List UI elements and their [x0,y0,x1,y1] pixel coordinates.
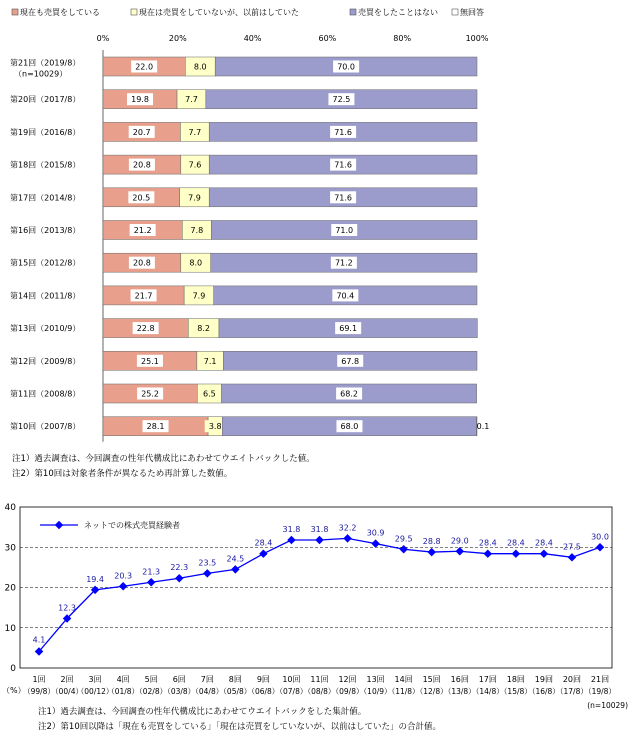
point-value-label: 21.3 [142,567,161,577]
x-date-label: （00/12） [76,687,114,696]
x-round-label: 11回 [310,675,329,684]
category-label: 第20回（2017/8） [10,95,81,105]
data-point [175,574,183,582]
data-label: 70.4 [336,291,355,301]
x-round-label: 17回 [478,675,497,684]
point-value-label: 28.4 [534,538,553,548]
x-round-label: 20回 [562,675,582,684]
category-label: 第21回（2019/8） [10,58,81,68]
data-label: 7.7 [185,95,198,105]
x-date-label: （01/8） [107,687,140,696]
x-date-label: （17/8） [556,687,588,696]
axis-tick-label: 60% [318,34,337,43]
legend-swatch-1 [131,9,137,15]
data-label: 20.8 [132,160,151,170]
data-label: 7.6 [188,160,202,170]
x-round-label: 5回 [144,675,158,684]
x-round-label: 15回 [422,675,441,684]
data-label: 8.0 [193,62,207,72]
data-label: 71.6 [334,160,353,170]
x-date-label: （15/8） [499,687,532,696]
x-date-label: （13/8） [443,687,476,696]
data-point [540,549,548,557]
data-point [203,569,211,577]
data-label: 71.2 [334,258,353,268]
data-label: 71.6 [334,193,353,203]
axis-tick-label: 0% [96,34,110,43]
x-round-label: 7回 [200,675,214,684]
data-label: 20.5 [132,193,151,203]
x-round-label: 2回 [60,675,74,684]
category-label: 第11回（2008/8） [10,389,81,399]
x-round-label: 9回 [256,675,270,684]
legend-swatch-0 [12,9,18,15]
x-date-label: （04/8） [191,687,224,696]
y-tick-label: 20 [4,583,16,594]
data-label: 7.1 [203,356,217,366]
axis-tick-label: 20% [168,34,187,43]
data-point [399,545,407,553]
data-label: 3.8 [208,422,222,432]
data-label: 6.5 [203,389,216,399]
line-legend-marker [55,521,63,529]
data-label: 25.2 [141,389,160,399]
data-point [456,547,464,555]
x-round-label: 18回 [506,675,525,684]
data-point [568,553,576,561]
data-label: 68.0 [340,422,359,432]
data-point [119,582,127,590]
point-value-label: 24.5 [226,554,245,564]
axis-tick-label: 80% [393,34,412,43]
x-round-label: 6回 [172,675,186,684]
legend-swatch-2 [350,9,356,15]
data-label: 7.7 [188,127,202,137]
data-label: 25.1 [141,356,159,366]
bar-note-2: 注2）第10回は対象者条件が異なるため再計算した数値。 [12,469,233,479]
data-label: 69.1 [339,324,358,334]
data-label: 7.9 [192,291,206,301]
data-point [287,536,295,544]
x-date-label: （07/8） [275,687,308,696]
legend-label-2: 売買をしたことはない [358,8,438,17]
data-label: 8.0 [189,258,203,268]
data-label: 71.6 [334,127,353,137]
data-label: 7.9 [188,193,201,203]
x-round-label: 8回 [228,675,242,684]
point-value-label: 28.4 [254,538,273,548]
x-round-label: 21回 [590,675,610,684]
point-value-label: 28.4 [478,538,497,548]
x-date-label: （19/8） [584,687,616,696]
data-label: 71.0 [335,226,354,235]
category-label: 第17回（2014/8） [10,193,81,203]
data-label: 72.5 [332,95,351,105]
bar-note-1: 注1）過去調査は、今回調査の性年代構成比にあわせてウエイトバックした値。 [12,454,315,464]
x-round-label: 19回 [534,675,553,684]
y-tick-label: 10 [4,623,16,634]
point-value-label: 30.9 [366,528,385,538]
line-chart [2,503,628,710]
legend-swatch-3 [452,9,458,15]
x-round-label: 1回 [32,675,46,684]
y-tick-label: 40 [4,503,16,513]
point-value-label: 27.5 [563,542,581,552]
category-label: 第10回（2007/8） [10,422,81,432]
data-label: 20.7 [132,127,151,137]
category-label: 第12回（2009/8） [10,356,81,366]
x-round-label: 4回 [116,675,130,684]
x-round-label: 12回 [338,675,357,684]
line-legend-label: ネットでの株式売買経験者 [84,521,180,530]
data-label: 20.8 [132,258,151,268]
point-value-label: 29.5 [394,534,413,544]
point-value-label: 4.1 [32,635,46,645]
x-round-label: 13回 [366,675,385,684]
x-round-label: 16回 [450,675,469,684]
x-date-label: （10/9） [359,687,392,696]
legend-label-3: 無回答 [460,8,484,17]
data-point [427,548,435,556]
data-label: 22.0 [135,62,154,72]
x-date-label: （14/8） [471,687,504,696]
bar-legend [12,7,484,17]
data-point [343,534,351,542]
category-label: 第19回（2016/8） [10,127,81,137]
data-label: 19.8 [131,95,149,105]
x-date-label: （99/8） [23,687,55,696]
data-label: 21.2 [133,226,152,235]
data-label: 7.8 [190,226,204,235]
x-date-label: （06/8） [247,687,280,696]
data-point [512,549,520,557]
data-point [315,536,323,544]
category-label: 第14回（2011/8） [10,291,81,301]
data-point [484,549,492,557]
data-point [371,539,379,547]
point-value-label: 30.0 [591,532,609,542]
x-date-label: （09/8） [331,687,364,696]
point-value-label: 23.5 [198,558,217,568]
category-label: 第18回（2015/8） [10,160,81,170]
point-value-label: 29.0 [450,536,469,546]
data-point [596,543,604,551]
x-date-label: （02/8） [135,687,168,696]
stacked-bar-chart [10,34,489,442]
point-value-label: 31.8 [310,525,329,535]
legend-label-1: 現在は売買をしていないが、以前はしていた [139,8,299,17]
x-date-label: （05/8） [219,687,252,696]
point-value-label: 28.4 [506,538,525,548]
point-value-label: 20.3 [114,571,133,581]
x-date-label: （03/8） [163,687,196,696]
line-note-1: 注1）過去調査は、今回調査の性年代構成比にあわせてウエイトバックをした集計値。 [38,707,367,717]
point-value-label: 32.2 [338,523,357,533]
category-label: 第16回（2013/8） [10,226,81,235]
x-date-label: （00/4） [51,687,83,696]
sample-size-label: （n=10029） [14,69,68,79]
data-label: 22.8 [136,324,155,334]
data-label: 8.2 [197,324,210,334]
axis-tick-label: 100% [465,34,489,43]
data-point [231,565,239,573]
x-date-label: （08/8） [303,687,336,696]
data-label: 70.0 [337,62,356,72]
data-label: 67.8 [341,356,360,366]
data-label: 0.1 [476,422,490,432]
y-tick-label: 30 [4,543,16,554]
point-value-label: 19.4 [86,574,105,584]
x-date-label: （11/8） [387,687,420,696]
data-label: 21.7 [134,291,153,301]
point-value-label: 28.8 [422,537,441,547]
x-round-label: 3回 [88,675,102,684]
data-point [147,578,155,586]
category-label: 第15回（2012/8） [10,258,81,268]
point-value-label: 31.8 [282,525,301,535]
data-point [259,549,267,557]
x-round-label: 10回 [282,675,301,684]
point-value-label: 12.3 [58,603,76,613]
data-label: 68.2 [340,389,358,399]
line-note-2: 注2）第10回以降は「現在も売買をしている」「現在は売買をしていないが、以前はしていた」の合計値。 [38,722,441,732]
axis-tick-label: 40% [243,34,262,43]
y-tick-label: 0 [10,664,16,674]
category-label: 第13回（2010/9） [10,324,81,334]
x-date-label: （16/8） [527,687,560,696]
legend-label-0: 現在も売買をしている [20,8,100,17]
y-unit-label: （%） [2,686,26,695]
x-round-label: 14回 [394,675,413,684]
point-value-label: 22.3 [170,563,189,573]
line-sample-size: (n=10029) [587,701,628,710]
x-date-label: （12/8） [415,687,448,696]
data-label: 28.1 [146,422,165,432]
